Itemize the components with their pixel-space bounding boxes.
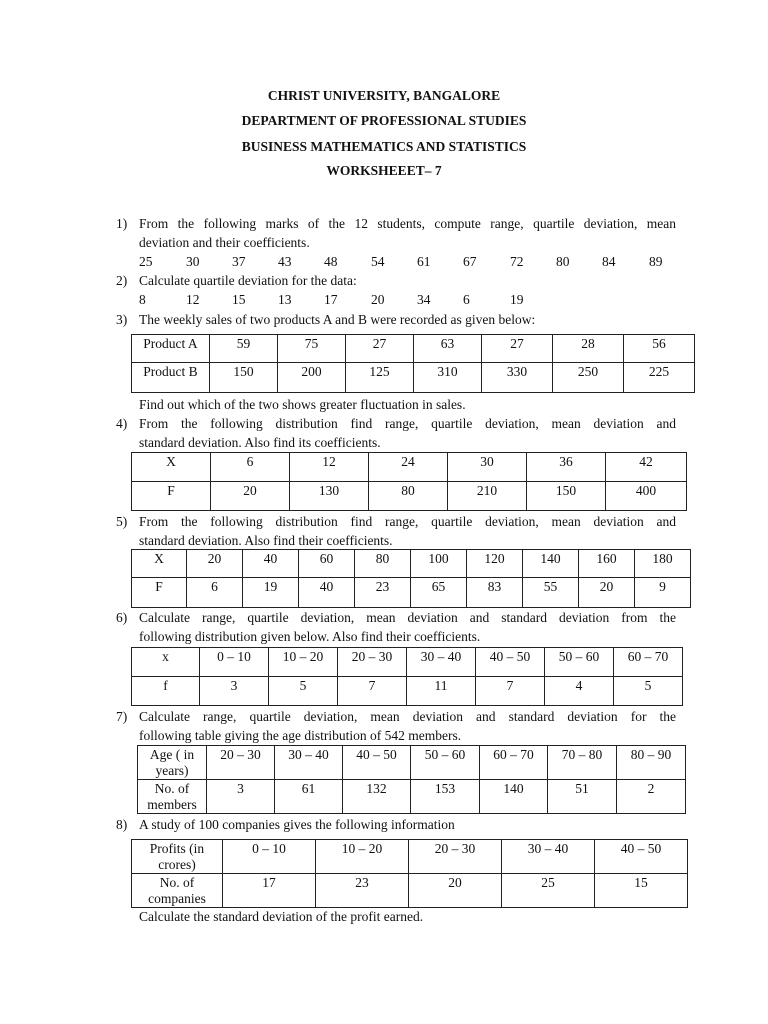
table-cell: 200	[278, 363, 346, 393]
row-header: f	[132, 677, 200, 706]
table-cell: 65	[411, 578, 467, 608]
row-header: X	[132, 550, 187, 578]
question-number: 3)	[116, 312, 128, 327]
row-header: Product B	[132, 363, 210, 393]
q8-table	[131, 839, 688, 908]
table-cell: 150	[527, 482, 606, 511]
table-cell: 6	[211, 453, 290, 482]
question-number: 8)	[116, 817, 128, 832]
table-cell: 130	[290, 482, 369, 511]
table-cell: 17	[223, 874, 316, 908]
data-value: 8	[139, 292, 146, 307]
question-8	[116, 815, 676, 834]
table-cell: 180	[635, 550, 691, 578]
table-cell: 250	[553, 363, 624, 393]
data-value: 72	[510, 254, 524, 269]
table-cell: 60 – 70	[614, 648, 683, 677]
worksheet-title: WORKSHEEET– 7	[326, 163, 442, 178]
data-value: 25	[139, 254, 153, 269]
table-cell: 11	[407, 677, 476, 706]
data-value: 67	[463, 254, 477, 269]
table-cell: 20	[211, 482, 290, 511]
table-cell: 10 – 20	[316, 840, 409, 874]
table-cell: 55	[523, 578, 579, 608]
table-cell: 75	[278, 335, 346, 363]
table-cell: 0 – 10	[200, 648, 269, 677]
data-value: 34	[417, 292, 431, 307]
table-cell: 20 – 30	[207, 746, 275, 780]
table-cell: 100	[411, 550, 467, 578]
table-cell: 210	[448, 482, 527, 511]
table-cell: 40	[299, 578, 355, 608]
row-header: X	[132, 453, 211, 482]
data-value: 30	[186, 254, 200, 269]
question-text-cont: standard deviation. Also find their coefficients.	[139, 533, 393, 548]
table-cell: 60 – 70	[480, 746, 548, 780]
table-cell: 61	[275, 780, 343, 814]
data-value: 6	[463, 292, 470, 307]
table-cell: 24	[369, 453, 448, 482]
q6-table	[131, 647, 683, 706]
table-cell: 4	[545, 677, 614, 706]
question-text-cont: following distribution given below. Also find their coefficients.	[139, 629, 481, 644]
table-cell: 30 – 40	[275, 746, 343, 780]
question-number: 5)	[116, 514, 128, 529]
table-cell: 153	[411, 780, 480, 814]
table-cell: 7	[338, 677, 407, 706]
table-cell: 56	[624, 335, 695, 363]
question-2	[116, 271, 676, 290]
table-cell: 140	[523, 550, 579, 578]
table-cell: 27	[346, 335, 414, 363]
department-title: DEPARTMENT OF PROFESSIONAL STUDIES	[241, 113, 527, 128]
question-number: 4)	[116, 416, 128, 431]
q3-followup: Find out which of the two shows greater fluctuation in sales.	[139, 397, 466, 412]
table-cell: 50 – 60	[411, 746, 480, 780]
question-text-cont: standard deviation. Also find its coefficients.	[139, 435, 381, 450]
data-value: 61	[417, 254, 431, 269]
data-value: 13	[278, 292, 292, 307]
data-value: 12	[186, 292, 200, 307]
question-4	[116, 414, 676, 452]
question-5	[116, 512, 676, 550]
table-cell: 7	[476, 677, 545, 706]
table-cell: 20	[187, 550, 243, 578]
table-cell: 150	[210, 363, 278, 393]
data-value: 89	[649, 254, 663, 269]
data-value: 43	[278, 254, 292, 269]
table-cell: 160	[579, 550, 635, 578]
table-cell: 132	[343, 780, 411, 814]
table-cell: 23	[355, 578, 411, 608]
table-cell: 125	[346, 363, 414, 393]
table-cell: 30	[448, 453, 527, 482]
table-cell: 59	[210, 335, 278, 363]
data-value: 19	[510, 292, 524, 307]
question-text-cont: deviation and their coefficients.	[139, 235, 310, 250]
table-cell: 23	[316, 874, 409, 908]
question-text: The weekly sales of two products A and B were recorded as given below:	[139, 312, 536, 327]
table-cell: 310	[414, 363, 482, 393]
q5-table	[131, 549, 691, 608]
table-cell: 70 – 80	[548, 746, 617, 780]
table-cell: 20	[579, 578, 635, 608]
q2-data-row	[0, 290, 768, 309]
row-header: F	[132, 578, 187, 608]
question-text: Calculate quartile deviation for the data:	[139, 273, 357, 288]
question-1	[116, 214, 676, 252]
question-text-cont: following table giving the age distribution of 542 members.	[139, 728, 462, 743]
table-cell: 5	[614, 677, 683, 706]
table-cell: 30 – 40	[502, 840, 595, 874]
data-value: 17	[324, 292, 338, 307]
row-header: x	[132, 648, 200, 677]
table-cell: 80	[355, 550, 411, 578]
table-cell: 27	[482, 335, 553, 363]
q3-table	[131, 334, 695, 393]
question-text: From the following distribution find range, quartile deviation, mean deviation and	[139, 416, 676, 431]
table-cell: 20 – 30	[338, 648, 407, 677]
table-cell: 60	[299, 550, 355, 578]
table-cell: 19	[243, 578, 299, 608]
question-number: 1)	[116, 216, 128, 231]
university-title: CHRIST UNIVERSITY, BANGALORE	[267, 88, 501, 103]
question-text: Calculate range, quartile deviation, mean deviation and standard deviation for the	[139, 709, 676, 724]
data-value: 80	[556, 254, 570, 269]
table-cell: 225	[624, 363, 695, 393]
table-cell: 40 – 50	[343, 746, 411, 780]
question-text: Calculate range, quartile deviation, mean deviation and standard deviation from the	[139, 610, 676, 625]
question-text: From the following distribution find range, quartile deviation, mean deviation and	[139, 514, 676, 529]
row-header: No. of members	[138, 780, 207, 814]
table-cell: 12	[290, 453, 369, 482]
table-cell: 80	[369, 482, 448, 511]
table-cell: 40	[243, 550, 299, 578]
table-cell: 9	[635, 578, 691, 608]
table-cell: 20 – 30	[409, 840, 502, 874]
row-header: Profits (in crores)	[132, 840, 223, 874]
table-cell: 50 – 60	[545, 648, 614, 677]
table-cell: 28	[553, 335, 624, 363]
data-value: 48	[324, 254, 338, 269]
table-cell: 20	[409, 874, 502, 908]
q4-table	[131, 452, 687, 511]
table-cell: 400	[606, 482, 687, 511]
table-cell: 3	[207, 780, 275, 814]
question-3	[116, 310, 676, 329]
row-header: No. of companies	[132, 874, 223, 908]
q8-followup: Calculate the standard deviation of the profit earned.	[139, 909, 424, 924]
table-cell: 40 – 50	[595, 840, 688, 874]
data-value: 84	[602, 254, 616, 269]
question-6	[116, 608, 676, 646]
data-value: 20	[371, 292, 385, 307]
row-header: F	[132, 482, 211, 511]
table-cell: 80 – 90	[617, 746, 686, 780]
question-7	[116, 707, 676, 745]
table-cell: 5	[269, 677, 338, 706]
table-cell: 140	[480, 780, 548, 814]
data-value: 54	[371, 254, 385, 269]
question-number: 2)	[116, 273, 128, 288]
row-header: Age ( in years)	[138, 746, 207, 780]
course-title: BUSINESS MATHEMATICS AND STATISTICS	[241, 139, 527, 154]
q1-data-row	[0, 252, 768, 271]
table-cell: 51	[548, 780, 617, 814]
table-cell: 63	[414, 335, 482, 363]
table-cell: 330	[482, 363, 553, 393]
table-cell: 0 – 10	[223, 840, 316, 874]
table-cell: 40 – 50	[476, 648, 545, 677]
question-number: 6)	[116, 610, 128, 625]
question-number: 7)	[116, 709, 128, 724]
table-cell: 120	[467, 550, 523, 578]
table-cell: 15	[595, 874, 688, 908]
data-value: 37	[232, 254, 246, 269]
data-value: 15	[232, 292, 246, 307]
table-cell: 2	[617, 780, 686, 814]
table-cell: 10 – 20	[269, 648, 338, 677]
table-cell: 6	[187, 578, 243, 608]
q7-table	[137, 745, 686, 814]
table-cell: 42	[606, 453, 687, 482]
table-cell: 3	[200, 677, 269, 706]
table-cell: 83	[467, 578, 523, 608]
table-cell: 25	[502, 874, 595, 908]
question-text: A study of 100 companies gives the following information	[139, 817, 455, 832]
question-text: From the following marks of the 12 students, compute range, quartile deviation, mean	[139, 216, 676, 231]
table-cell: 36	[527, 453, 606, 482]
table-cell: 30 – 40	[407, 648, 476, 677]
row-header: Product A	[132, 335, 210, 363]
